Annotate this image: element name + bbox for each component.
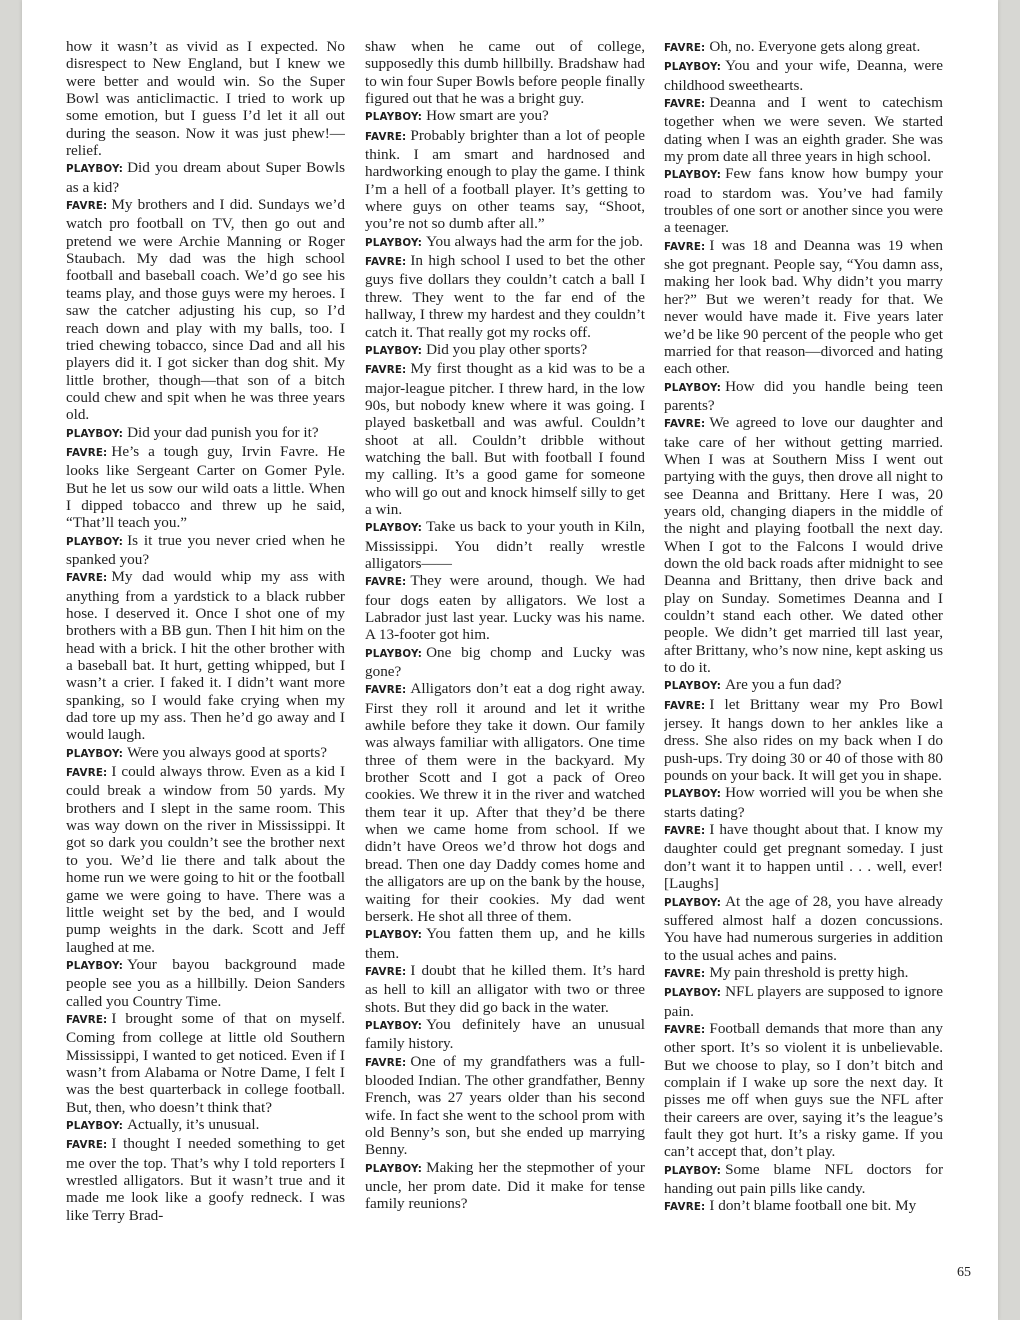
- speaker-label: FAVRE:: [66, 1013, 108, 1026]
- interview-paragraph: [664, 821, 943, 892]
- paragraph-text: They were around, though. We had four dogs eaten by alligators. We lost a Labrador just last year. Lucky was his name. A 13-footer got him.: [365, 572, 645, 644]
- interview-paragraph: [365, 233, 645, 252]
- interview-paragraph: [664, 676, 943, 695]
- speaker-label: FAVRE:: [664, 1201, 706, 1214]
- speaker-label: PLAYBOY:: [66, 1119, 124, 1132]
- speaker-label: PLAYBOY:: [664, 680, 722, 693]
- speaker-label: PLAYBOY:: [365, 1019, 423, 1032]
- interview-paragraph: [365, 1053, 645, 1159]
- paragraph-text: How smart are you?: [426, 107, 549, 125]
- paragraph-text: Alligators don’t eat a dog right away. First they roll it around and let it writhe awhile before they take it down. Our family was always familiar with alligators. One time three of them were in the backyard. My brother Scott and I got a pack of Oreo cookies. We threw it in the river and watched them tear it up. After that they’d be there when we came home from school. If we didn’t have Oreos we’d throw hot dogs and bread. Then one day Daddy comes home and the alligators are up on the bank by the house, waiting for their cookies. My dad went berserk. He shot all three of them.: [365, 680, 645, 925]
- speaker-label: FAVRE:: [66, 767, 108, 780]
- speaker-label: FAVRE:: [664, 825, 706, 838]
- speaker-label: PLAYBOY:: [664, 61, 722, 74]
- paragraph-text: Were you always good at sports?: [127, 743, 328, 761]
- interview-paragraph: [664, 964, 943, 983]
- paragraph-text: Deanna and I went to catechism together when we were seven. We started dating when I was an eighth grader. She was my prom date all three years in high school.: [664, 94, 943, 166]
- paragraph-text: Is it true you never cried when he spanked you?: [66, 531, 345, 568]
- paragraph-text: Making her the stepmother of your uncle, her prom date. Did it make for tense family reunions?: [365, 1158, 645, 1213]
- paragraph-text: One big chomp and Lucky was gone?: [365, 643, 645, 681]
- interview-paragraph: [365, 518, 645, 572]
- interview-paragraph: [365, 38, 645, 107]
- speaker-label: PLAYBOY:: [664, 896, 722, 909]
- speaker-label: PLAYBOY:: [66, 535, 124, 548]
- text-column-3: [664, 38, 943, 1288]
- speaker-label: FAVRE:: [365, 1056, 407, 1069]
- paragraph-text: Some blame NFL doctors for handing out pain pills like candy.: [664, 1160, 943, 1197]
- speaker-label: FAVRE:: [664, 42, 706, 54]
- speaker-label: PLAYBOY:: [365, 1162, 423, 1175]
- speaker-label: FAVRE:: [66, 572, 108, 585]
- interview-paragraph: [66, 532, 345, 569]
- paragraph-text: My dad would whip my ass with anything from a yardstick to a black rubber hose. I deserved it. Once I shot one of my brothers with a BB gun. Then I hit him on the head with a brick. I hit the other brother with a baseball bat. It hurt, getting whipped, but I wasn’t a crier. I faked it. I didn’t want more spanking, so I would fake crying when my dad tore up my ass. Then he’d go away and I would laugh.: [66, 568, 345, 744]
- speaker-label: FAVRE:: [664, 418, 706, 431]
- interview-paragraph: [664, 1161, 943, 1198]
- interview-paragraph: [664, 57, 943, 94]
- paragraph-text: In high school I used to bet the other guys five dollars they couldn’t catch a ball I threw. They went to the far end of the hallway, I threw my hardest and they couldn’t catch it. That really got my rocks off.: [365, 252, 645, 341]
- speaker-label: PLAYBOY:: [664, 1164, 722, 1177]
- paragraph-text: You definitely have an unusual family history.: [365, 1015, 645, 1053]
- speaker-label: FAVRE:: [365, 130, 407, 143]
- speaker-label: FAVRE:: [664, 1023, 706, 1036]
- speaker-label: PLAYBOY:: [365, 522, 423, 535]
- paragraph-text: He’s a tough guy, Irvin Favre. He looks like Sergeant Carter on Gomer Pyle. But he let us sow our wild oats a little. When I dipped tobacco and threw up he said, “That’ll teach you.”: [66, 442, 345, 532]
- interview-paragraph: [365, 341, 645, 360]
- speaker-label: FAVRE:: [664, 699, 706, 712]
- paragraph-text: One of my grandfathers was a full-blooded Indian. The other grandfather, Benny French, was 27 years older than his second wife. In fact she went to the school prom with old Benny’s son, but she ended up marrying Benny.: [365, 1052, 645, 1159]
- speaker-label: PLAYBOY:: [365, 111, 423, 124]
- interview-paragraph: [365, 962, 645, 1016]
- interview-paragraph: [66, 763, 345, 956]
- interview-paragraph: [664, 414, 943, 676]
- paragraph-text: Did you dream about Super Bowls as a kid?: [66, 159, 345, 196]
- speaker-label: FAVRE:: [66, 446, 108, 459]
- speaker-label: FAVRE:: [664, 967, 706, 980]
- paragraph-text: NFL players are supposed to ignore pain.: [664, 983, 943, 1020]
- paragraph-text: You and your wife, Deanna, were childhood sweethearts.: [664, 57, 943, 94]
- interview-paragraph: [365, 925, 645, 962]
- interview-paragraph: [365, 127, 645, 233]
- interview-paragraph: [365, 252, 645, 341]
- interview-paragraph: [664, 94, 943, 165]
- interview-paragraph: [664, 893, 943, 964]
- paragraph-text: Are you a fun dad?: [725, 676, 842, 694]
- interview-paragraph: [664, 1197, 943, 1216]
- paragraph-text: We agreed to love our daughter and take care of her without getting married. When I was at Southern Miss I went out partying with the guys, then drove all night to see Deanna and Brittany. Here I was, 20 years old, changing diapers in the middle of the night and playing football the next day. When I got to the Falcons I would drive down the old back roads after midnight to see Deanna and Brittany, then drive back and play on Sunday. Sometimes Deanna and I couldn’t stand each other. We dated other people. We didn’t get married till last year, after Brittany, who’s now nine, kept asking us to do it.: [664, 414, 943, 677]
- paragraph-text: I brought some of that on myself. Coming from college at little old Southern Mississippi, I wanted to get noticed. Even if I wasn’t from Alabama or Notre Dame, I felt I was the best quarterback in college football. But, then, who doesn’t think that?: [66, 1009, 345, 1116]
- text-column-2: [365, 38, 645, 1288]
- paragraph-text: How did you handle being teen parents?: [664, 377, 943, 414]
- interview-paragraph: [365, 360, 645, 518]
- speaker-label: PLAYBOY:: [365, 929, 423, 942]
- speaker-label: FAVRE:: [365, 364, 407, 377]
- speaker-label: PLAYBOY:: [365, 236, 423, 249]
- speaker-label: PLAYBOY:: [66, 747, 124, 760]
- paragraph-text: how it wasn’t as vivid as I expected. No disrespect to New England, but I knew we were better and would win. So the Super Bowl was anticlimactic. I tried to work up some emotion, but I guess I’d let it all out during the season. Now it was just phew!—relief.: [66, 38, 345, 160]
- paragraph-text: I was 18 and Deanna was 19 when she got pregnant. People say, “You damn ass, making her look bad. Why didn’t you marry her?” But we weren’t ready for that. We never would have made it. Five years later we’d be like 90 percent of the people who get married for that reason—divorced and hating each other.: [664, 236, 943, 378]
- interview-paragraph: [664, 237, 943, 378]
- speaker-label: FAVRE:: [664, 98, 706, 111]
- paragraph-text: Football demands that more than any other sport. It’s so violent it is unbelievable. But we choose to play, so I don’t bitch and complain if I wake up sore the next day. It pisses me off when guys sue the NFL after their careers are over, saying it’s the league’s fault they got hurt. It’s a risky game. If you can’t accept that, don’t play.: [664, 1019, 943, 1161]
- interview-paragraph: [664, 1020, 943, 1161]
- speaker-label: FAVRE:: [365, 965, 407, 978]
- speaker-label: PLAYBOY:: [365, 344, 423, 357]
- paragraph-text: Few fans know how bumpy your road to stardom was. You’ve had family troubles of one sort or another since you were a teenager.: [664, 165, 943, 237]
- speaker-label: PLAYBOY:: [66, 959, 124, 972]
- speaker-label: PLAYBOY:: [664, 169, 722, 182]
- interview-paragraph: [365, 680, 645, 925]
- interview-paragraph: [66, 956, 345, 1010]
- paragraph-text: Take us back to your youth in Kiln, Mississippi. You didn’t really wrestle alligators——: [365, 518, 645, 572]
- paragraph-text: shaw when he came out of college, supposedly this dumb hillbilly. Bradshaw had to win four Super Bowls before people finally figured out that he was a bright guy.: [365, 38, 645, 108]
- paragraph-text: You always had the arm for the job.: [426, 232, 644, 250]
- paragraph-text: My pain threshold is pretty high.: [709, 963, 909, 981]
- interview-paragraph: [664, 983, 943, 1020]
- speaker-label: PLAYBOY:: [664, 987, 722, 1000]
- paragraph-text: My brothers and I did. Sundays we’d watch pro football on TV, then go out and pretend we were Archie Manning or Roger Staubach. My dad was the high school football and baseball coach. We’d go see his teams play, and those guys were my heroes. I saw the catcher adjusting his cup, so I’d reach down and play with my balls, too. I tried chewing tobacco, since Dad and all his players did it. I got sicker than dog shit. My little brother, though—that son of a bitch could chew and spit when he was three years old.: [66, 196, 345, 424]
- interview-paragraph: [664, 38, 943, 57]
- speaker-label: FAVRE:: [365, 256, 407, 269]
- interview-paragraph: [365, 644, 645, 681]
- speaker-label: FAVRE:: [664, 240, 706, 253]
- paragraph-text: My first thought as a kid was to be a major-league pitcher. I threw hard, in the low 90s, but nobody knew where it was going. I played basketball and was awful. Couldn’t shoot at all. Couldn’t dribble without watching the ball. But with football I found my calling. It’s a good game for someone who will go out and knock himself silly to get a win.: [365, 360, 645, 518]
- magazine-page: [22, 0, 998, 1320]
- paragraph-text: I don’t blame football one bit. My: [709, 1197, 917, 1215]
- interview-paragraph: [66, 38, 345, 159]
- paragraph-text: Your bayou background made people see you as a hillbilly. Deion Sanders called you Country Time.: [66, 955, 345, 1010]
- speaker-label: FAVRE:: [365, 684, 407, 697]
- paragraph-text: Did you play other sports?: [426, 340, 588, 358]
- interview-paragraph: [66, 159, 345, 196]
- text-column-1: [66, 38, 345, 1288]
- interview-paragraph: [664, 378, 943, 415]
- paragraph-text: I could always throw. Even as a kid I could break a window from 50 yards. My brothers and I slept in the same room. This was way down on the river in Mississippi. It got so dark you couldn’t see the brother next to you. We’d lie there and talk about the home run we were going to hit or the football game we were going to have. There was a little weight set by the bed, and I would pump weights in the dark. Scott and Jeff laughed at me.: [66, 763, 345, 956]
- speaker-label: PLAYBOY:: [664, 788, 722, 801]
- interview-paragraph: [664, 784, 943, 821]
- speaker-label: PLAYBOY:: [365, 647, 423, 660]
- speaker-label: PLAYBOY:: [66, 163, 124, 176]
- paragraph-text: How worried will you be when she starts dating?: [664, 784, 943, 821]
- interview-paragraph: [365, 1159, 645, 1213]
- paragraph-text: Did your dad punish you for it?: [127, 423, 319, 441]
- paragraph-text: Probably brighter than a lot of people think. I am smart and hardnosed and hardworking enough to play the game. I think I’m a hell of a football player. It’s getting to where guys on other teams say, “Shoot, you’re not so dumb after all.”: [365, 126, 645, 233]
- speaker-label: PLAYBOY:: [664, 381, 722, 394]
- paragraph-text: I thought I needed something to get me over the top. That’s why I told reporters I wrestled alligators. But it wasn’t true and it made me look like a goofy redneck. I was like Terry Brad-: [66, 1135, 345, 1224]
- page-number: 65: [957, 1265, 971, 1280]
- interview-paragraph: [66, 744, 345, 763]
- paragraph-text: I doubt that he killed them. It’s hard as hell to kill an alligator with two or three shots. But they did go back in the water.: [365, 961, 645, 1016]
- paragraph-text: I let Brittany wear my Pro Bowl jersey. It hangs down to her ankles like a dress. She also rides on my back when I do push-ups. Try doing 30 or 40 of those with 80 pounds on your back. It will get you in shape.: [664, 695, 943, 785]
- paragraph-text: You fatten them up, and he kills them.: [365, 925, 645, 962]
- paragraph-text: At the age of 28, you have already suffered almost half a dozen concussions. You have had numerous surgeries in addition to the usual aches and pains.: [664, 892, 943, 964]
- paragraph-text: Oh, no. Everyone gets along great.: [709, 38, 921, 55]
- speaker-label: FAVRE:: [66, 200, 108, 213]
- interview-paragraph: [664, 165, 943, 236]
- speaker-label: PLAYBOY:: [66, 427, 124, 440]
- paragraph-text: I have thought about that. I know my daughter could get pregnant someday. I just don’t want it to happen until . . . well, ever! [Laughs]: [664, 821, 943, 893]
- interview-paragraph: [365, 1016, 645, 1053]
- interview-paragraph: [66, 443, 345, 532]
- interview-paragraph: [66, 424, 345, 443]
- speaker-label: FAVRE:: [66, 1139, 108, 1152]
- interview-paragraph: [66, 1135, 345, 1224]
- interview-paragraph: [66, 1116, 345, 1135]
- interview-paragraph: [365, 572, 645, 643]
- interview-paragraph: [664, 696, 943, 785]
- paragraph-text: Actually, it’s unusual.: [127, 1115, 260, 1133]
- speaker-label: FAVRE:: [365, 576, 407, 589]
- interview-paragraph: [66, 1010, 345, 1116]
- interview-paragraph: [365, 107, 645, 126]
- interview-paragraph: [66, 568, 345, 743]
- interview-paragraph: [66, 196, 345, 423]
